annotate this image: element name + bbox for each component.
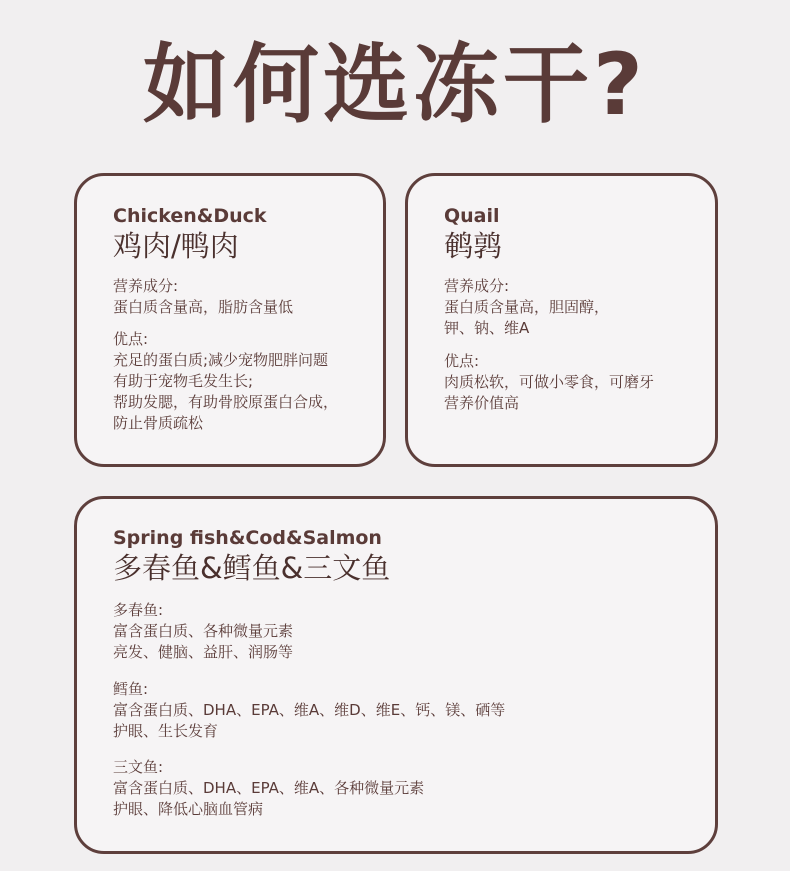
english-name: Chicken&Duck <box>113 205 267 227</box>
nutrition-line: 钾、钠、维A <box>444 319 530 337</box>
advantage-section <box>113 329 338 434</box>
group-line: 富含蛋白质、DHA、EPA、维A、维D、维E、钙、镁、硒等 <box>113 701 506 719</box>
group-line: 富含蛋白质、各种微量元素 <box>113 622 294 640</box>
advantage-label: 优点: <box>113 330 149 348</box>
advantage-section <box>444 351 654 414</box>
group-label: 三文鱼: <box>113 758 164 776</box>
group-line: 护眼、生长发育 <box>113 722 219 740</box>
advantage-line: 营养价值高 <box>444 394 520 412</box>
group-line: 护眼、降低心脑血管病 <box>113 800 264 818</box>
fish-group-salmon <box>113 757 424 820</box>
fish-group-cod <box>113 679 505 742</box>
group-label: 鳕鱼: <box>113 680 149 698</box>
card-header <box>113 204 267 264</box>
fish-group-spring-fish <box>113 600 293 663</box>
chinese-name: 多春鱼&鳕鱼&三文鱼 <box>113 551 391 585</box>
advantage-line: 帮助发腮，有助骨胶原蛋白合成， <box>113 393 339 411</box>
nutrition-section <box>444 276 609 339</box>
nutrition-label: 营养成分: <box>113 277 179 295</box>
nutrition-line: 蛋白质含量高，胆固醇， <box>444 298 610 316</box>
card-header <box>444 204 502 264</box>
advantage-line: 防止骨质疏松 <box>113 414 204 432</box>
group-line: 亮发、健脑、益肝、润肠等 <box>113 643 294 661</box>
nutrition-label: 营养成分: <box>444 277 510 295</box>
advantage-label: 优点: <box>444 352 480 370</box>
chinese-name: 鸡肉/鸭肉 <box>113 229 239 263</box>
english-name: Quail <box>444 205 500 227</box>
nutrition-line: 蛋白质含量高，脂肪含量低 <box>113 298 294 316</box>
chinese-name: 鹌鹑 <box>444 229 503 263</box>
card-header <box>113 526 390 586</box>
card-quail <box>405 173 718 467</box>
group-line: 富含蛋白质、DHA、EPA、维A、各种微量元素 <box>113 779 425 797</box>
nutrition-section <box>113 276 293 318</box>
card-chicken-duck <box>74 173 386 467</box>
advantage-line: 肉质松软，可做小零食，可磨牙 <box>444 373 655 391</box>
card-fish <box>74 496 718 854</box>
advantage-line: 有助于宠物毛发生长; <box>113 372 254 390</box>
advantage-line: 充足的蛋白质;减少宠物肥胖问题 <box>113 351 329 369</box>
page-title: 如何选冻干? <box>143 35 647 135</box>
group-label: 多春鱼: <box>113 601 164 619</box>
english-name: Spring fish&Cod&Salmon <box>113 527 382 549</box>
